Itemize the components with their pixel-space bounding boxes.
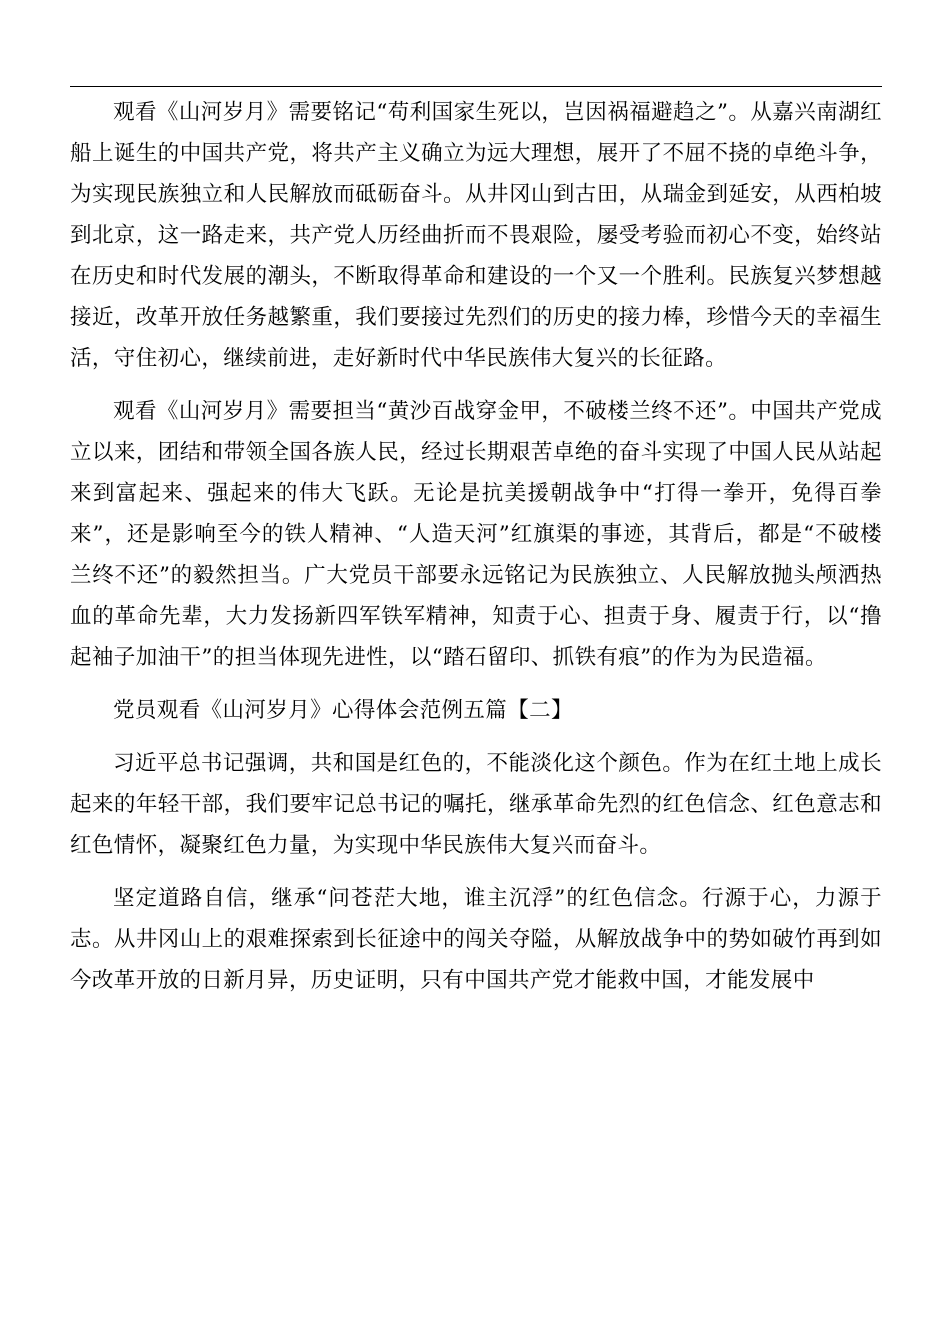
paragraph-4: 坚定道路自信，继承“问苍茫大地，谁主沉浮”的红色信念。行源于心，力源于志。从井冈山上的艰难探索到长征途中的闯关夺隘，从解放战争中的势如破竹再到如今改革开放的日新月异，历史证明，只有中国共产党才能救中国，才能发展中	[70, 886, 882, 993]
paragraph-2: 观看《山河岁月》需要担当“黄沙百战穿金甲，不破楼兰终不还”。中国共产党成立以来，团结和带领全国各族人民，经过长期艰苦卓绝的奋斗实现了中国人民从站起来到富起来、强起来的伟大飞跃。无论是抗美援朝战争中“打得一拳开，免得百拳来”，还是影响至今的铁人精神、“人造天河”红旗渠的事迹，其背后，都是“不破楼兰终不还”的毅然担当。广大党员干部要永远铭记为民族独立、人民解放抛头颅洒热血的革命先辈，大力发扬新四军铁军精神，知责于心、担责于身、履责于行，以“撸起袖子加油干”的担当体现先进性，以“踏石留印、抓铁有痕”的作为为民造福。	[70, 399, 882, 670]
document-body	[70, 92, 882, 1013]
section-heading: 党员观看《山河岁月》心得体会范例五篇【二】	[113, 698, 573, 723]
paragraph-3: 习近平总书记强调，共和国是红色的，不能淡化这个颜色。作为在红土地上成长起来的年轻干部，我们要牢记总书记的嘱托，继承革命先烈的红色信念、红色意志和红色情怀，凝聚红色力量，为实现中华民族伟大复兴而奋斗。	[70, 751, 882, 858]
header-rule	[70, 86, 882, 87]
paragraph-1: 观看《山河岁月》需要铭记“苟利国家生死以，岂因祸福避趋之”。从嘉兴南湖红船上诞生的中国共产党，将共产主义确立为远大理想，展开了不屈不挠的卓绝斗争，为实现民族独立和人民解放而砥砺奋斗。从井冈山到古田，从瑞金到延安，从西柏坡到北京，这一路走来，共产党人历经曲折而不畏艰险，屡受考验而初心不变，始终站在历史和时代发展的潮头，不断取得革命和建设的一个又一个胜利。民族复兴梦想越接近，改革开放任务越繁重，我们要接过先烈们的历史的接力棒，珍惜今天的幸福生活，守住初心，继续前进，走好新时代中华民族伟大复兴的长征路。	[70, 100, 882, 371]
